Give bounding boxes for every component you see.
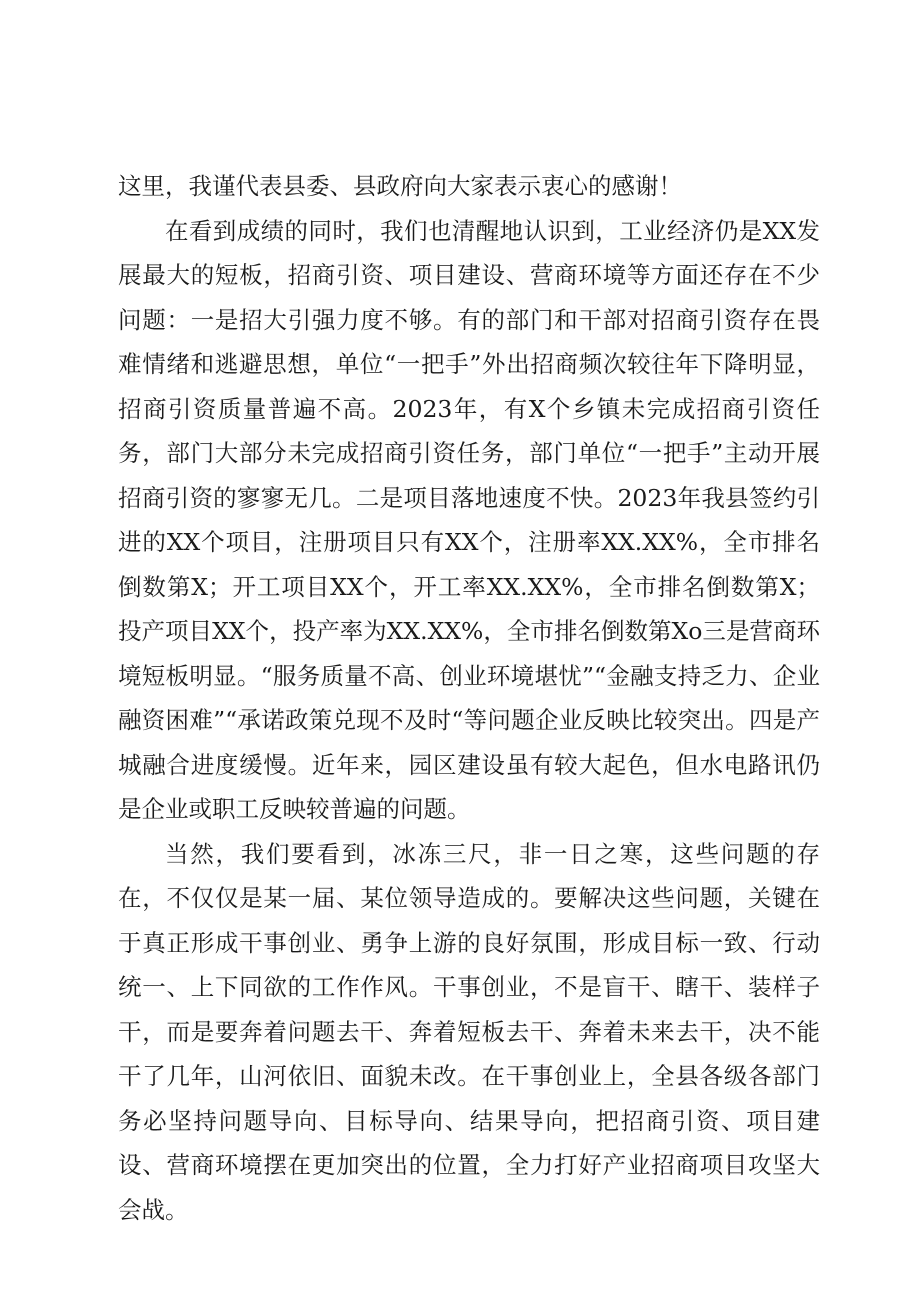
paragraph-solutions: 当然，我们要看到，冰冻三尺，非一日之寒，这些问题的存在，不仅仅是某一届、某位领导造成的。要解决这些问题，关键在于真正形成干事创业、勇争上游的良好氛围，形成目标一致、行动统一、上下同欲的工作作风。干事创业，不是盲干、瞎干、装样子干，而是要奔着问题去干、奔着短板去干、奔着未来去干，决不能干了几年，山河依旧、面貌未改。在干事创业上，全县各级各部门务必坚持问题导向、目标导向、结果导向，把招商引资、项目建设、营商环境摆在更加突出的位置，全力打好产业招商项目攻坚大会战。 — [118, 839, 820, 1224]
paragraph-problems: 在看到成绩的同时，我们也清醒地认识到，工业经济仍是XX发展最大的短板，招商引资、项目建设、营商环境等方面还存在不少问题：一是招大引强力度不够。有的部门和干部对招商引资存在畏难情绪和逃避思想，单位“一把手”外出招商频次较往年下降明显，招商引资质量普遍不高。2023年，有X个乡镇未完成招商引资任务，部门大部分未完成招商引资任务，部门单位“一把手”主动开展招商引资的寥寥无几。二是项目落地速度不快。2023年我县签约引进的XX个项目，注册项目只有XX个，注册率XX.XX%，全市排名倒数第X；开工项目XX个，开工率XX.XX%，全市排名倒数第X；投产项目XX个，投产率为XX.XX%，全市排名倒数第Xo三是营商环境短板明显。“服务质量不高、创业环境堪忧”“金融支持乏力、企业融资困难”“承诺政策兑现不及时“等问题企业反映比较突出。四是产城融合进度缓慢。近年来，园区建设虽有较大起色，但水电路讯仍是企业或职工反映较普遍的问题。 — [118, 216, 820, 823]
paragraph-thanks: 这里，我谨代表县委、县政府向大家表示衷心的感谢！ — [118, 172, 682, 200]
body-text — [118, 164, 820, 1232]
